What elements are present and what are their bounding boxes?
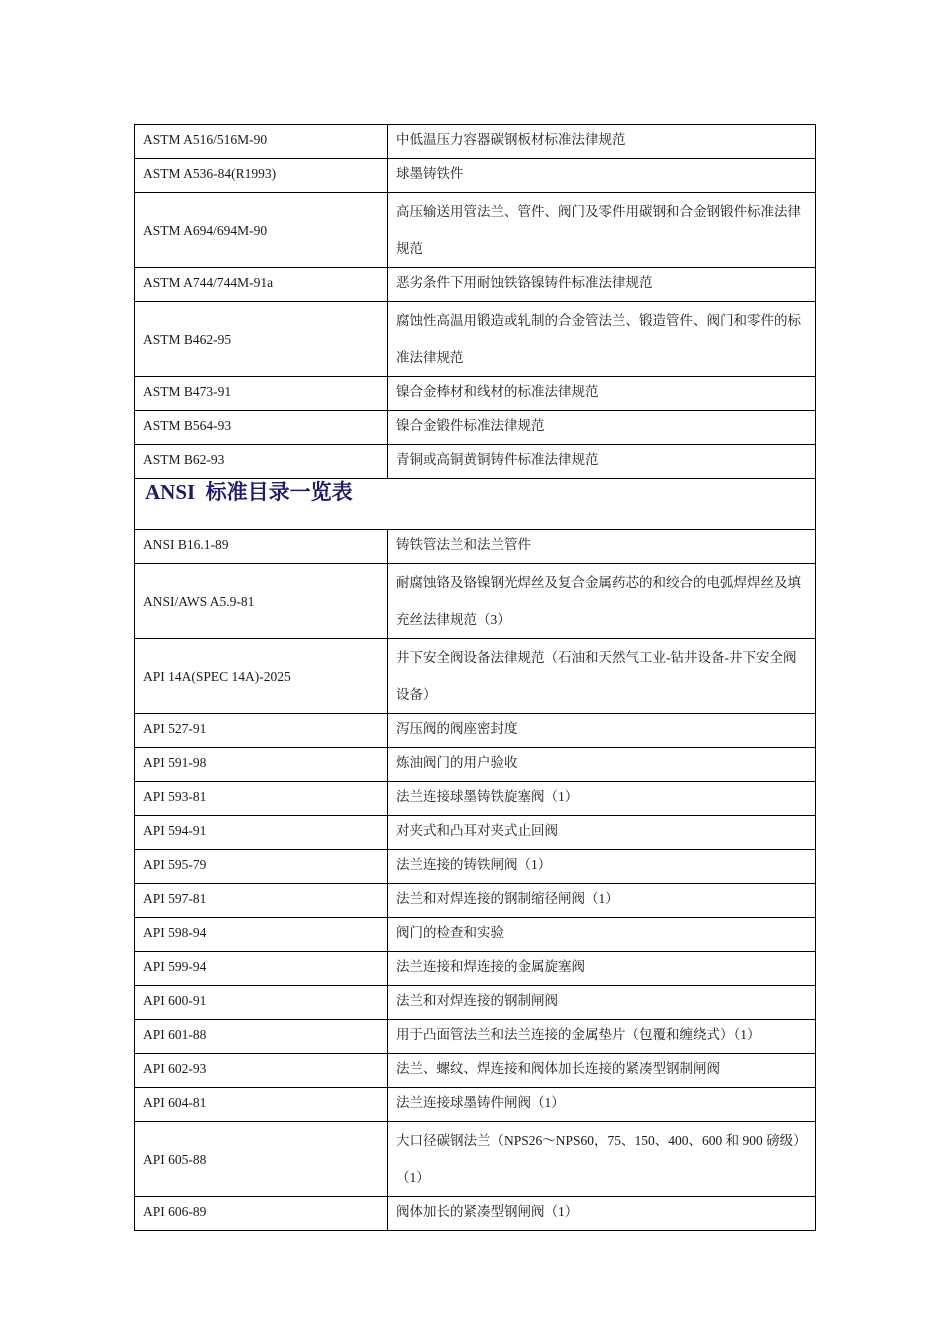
standard-description: 对夹式和凸耳对夹式止回阀 (388, 816, 816, 850)
table-row (135, 564, 816, 639)
table-row (135, 302, 816, 377)
table-row (135, 918, 816, 952)
standard-description: 大口径碳钢法兰（NPS26～NPS60，75、150、400、600 和 900 磅级）（1） (388, 1122, 816, 1197)
standard-description: 青铜或高铜黄铜铸件标准法律规范 (388, 445, 816, 479)
standard-description: 铸铁管法兰和法兰管件 (388, 530, 816, 564)
standard-code: API 598-94 (135, 918, 388, 952)
standard-code: API 591-98 (135, 748, 388, 782)
standard-description: 法兰和对焊连接的钢制缩径闸阀（1） (388, 884, 816, 918)
table-row (135, 1122, 816, 1197)
standard-description: 镍合金棒材和线材的标准法律规范 (388, 377, 816, 411)
standard-description: 镍合金锻件标准法律规范 (388, 411, 816, 445)
standard-description: 耐腐蚀铬及铬镍钢光焊丝及复合金属药芯的和绞合的电弧焊焊丝及填充丝法律规范（3） (388, 564, 816, 639)
section-title: ANSI 标准目录一览表 (145, 480, 353, 504)
standard-code: API 600-91 (135, 986, 388, 1020)
table-row (135, 193, 816, 268)
standard-code: ASTM A694/694M-90 (135, 193, 388, 268)
table-row (135, 377, 816, 411)
table-row (135, 1054, 816, 1088)
standard-description: 法兰连接的铸铁闸阀（1） (388, 850, 816, 884)
standard-code: API 604-81 (135, 1088, 388, 1122)
standard-description: 球墨铸铁件 (388, 159, 816, 193)
standard-description: 恶劣条件下用耐蚀铁铬镍铸件标准法律规范 (388, 268, 816, 302)
table-row (135, 782, 816, 816)
standard-code: ASTM A536-84(R1993) (135, 159, 388, 193)
standard-code: API 605-88 (135, 1122, 388, 1197)
table-row (135, 159, 816, 193)
standard-code: API 594-91 (135, 816, 388, 850)
table-row (135, 411, 816, 445)
standard-description: 井下安全阀设备法律规范（石油和天然气工业-钻井设备-井下安全阀设备） (388, 639, 816, 714)
table-row (135, 986, 816, 1020)
standard-description: 法兰连接球墨铸铁旋塞阀（1） (388, 782, 816, 816)
standard-code: ANSI B16.1-89 (135, 530, 388, 564)
table-row (135, 884, 816, 918)
standard-description: 法兰连接球墨铸件闸阀（1） (388, 1088, 816, 1122)
standard-code: ASTM A516/516M-90 (135, 125, 388, 159)
standard-description: 法兰连接和焊连接的金属旋塞阀 (388, 952, 816, 986)
standard-code: API 601-88 (135, 1020, 388, 1054)
standard-code: API 14A(SPEC 14A)-2025 (135, 639, 388, 714)
table-row (135, 445, 816, 479)
standard-code: ANSI/AWS A5.9-81 (135, 564, 388, 639)
standard-code: ASTM B62-93 (135, 445, 388, 479)
standard-code: ASTM B564-93 (135, 411, 388, 445)
table-row (135, 639, 816, 714)
table-row (135, 1197, 816, 1231)
standard-description: 阀体加长的紧凑型钢闸阀（1） (388, 1197, 816, 1231)
standard-code: API 599-94 (135, 952, 388, 986)
standard-code: ASTM B473-91 (135, 377, 388, 411)
table-row (135, 530, 816, 564)
standard-code: ASTM B462-95 (135, 302, 388, 377)
table-row (135, 1020, 816, 1054)
table-row (135, 850, 816, 884)
table-row (135, 1088, 816, 1122)
standard-description: 法兰和对焊连接的钢制闸阀 (388, 986, 816, 1020)
standard-description: 阀门的检查和实验 (388, 918, 816, 952)
standard-code: API 527-91 (135, 714, 388, 748)
standard-description: 法兰、螺纹、焊连接和阀体加长连接的紧凑型钢制闸阀 (388, 1054, 816, 1088)
table-row (135, 714, 816, 748)
standard-code: API 602-93 (135, 1054, 388, 1088)
standard-description: 高压输送用管法兰、管件、阀门及零件用碳钢和合金钢锻件标准法律规范 (388, 193, 816, 268)
standard-description: 用于凸面管法兰和法兰连接的金属垫片（包覆和缠绕式）（1） (388, 1020, 816, 1054)
table-row (135, 748, 816, 782)
section-header-row (135, 479, 816, 530)
table-row (135, 952, 816, 986)
table-row (135, 268, 816, 302)
table-row (135, 125, 816, 159)
standard-code: API 606-89 (135, 1197, 388, 1231)
standard-code: API 595-79 (135, 850, 388, 884)
standard-description: 炼油阀门的用户验收 (388, 748, 816, 782)
standard-code: ASTM A744/744M-91a (135, 268, 388, 302)
standard-description: 中低温压力容器碳钢板材标准法律规范 (388, 125, 816, 159)
standard-description: 腐蚀性高温用锻造或轧制的合金管法兰、锻造管件、阀门和零件的标准法律规范 (388, 302, 816, 377)
standards-table (134, 124, 816, 1231)
standard-description: 泻压阀的阀座密封度 (388, 714, 816, 748)
table-row (135, 816, 816, 850)
standard-code: API 597-81 (135, 884, 388, 918)
standard-code: API 593-81 (135, 782, 388, 816)
